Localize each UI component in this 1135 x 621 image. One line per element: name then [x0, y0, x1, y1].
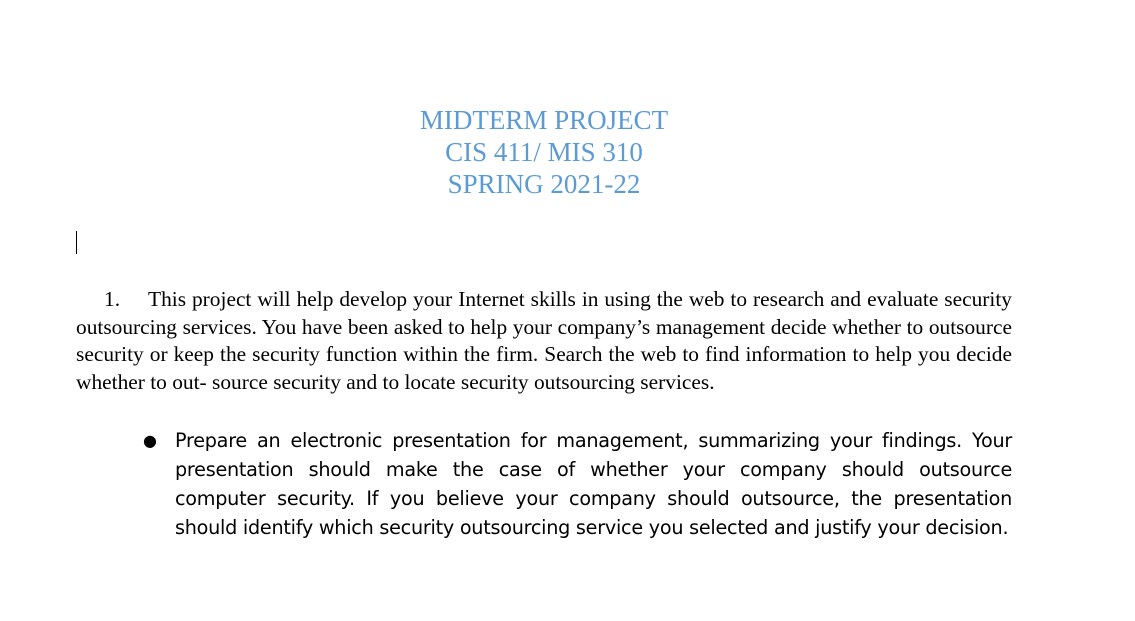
bullet-icon: ●	[143, 431, 157, 450]
list-item	[143, 426, 1012, 542]
title-line-course-code: CIS 411/ MIS 310	[445, 137, 643, 167]
question-paragraph	[76, 286, 1012, 396]
bullet-list	[143, 426, 1012, 542]
title-line-term: SPRING 2021-22	[447, 169, 641, 199]
text-cursor	[76, 231, 77, 254]
document-title	[0, 104, 1088, 200]
title-line-course-project: MIDTERM PROJECT	[419, 105, 669, 135]
bullet-text: Prepare an electronic presentation for management, summarizing your findings. Your presentation should make the case of whether your company should outsource computer security. If you believe your company should outsource, the presentation should identify which security outsourcing service you selected and justify your decision.	[175, 429, 1012, 539]
question-number: 1.	[104, 287, 121, 311]
question-text: This project will help develop your Internet skills in using the web to research and evaluate security outsourcing services. You have been asked to help your company’s management decide whether to outsource security or keep the security function within the firm. Search the web to find information to help you decide whether to out- source security and to locate security outsourcing services.	[76, 287, 1012, 394]
